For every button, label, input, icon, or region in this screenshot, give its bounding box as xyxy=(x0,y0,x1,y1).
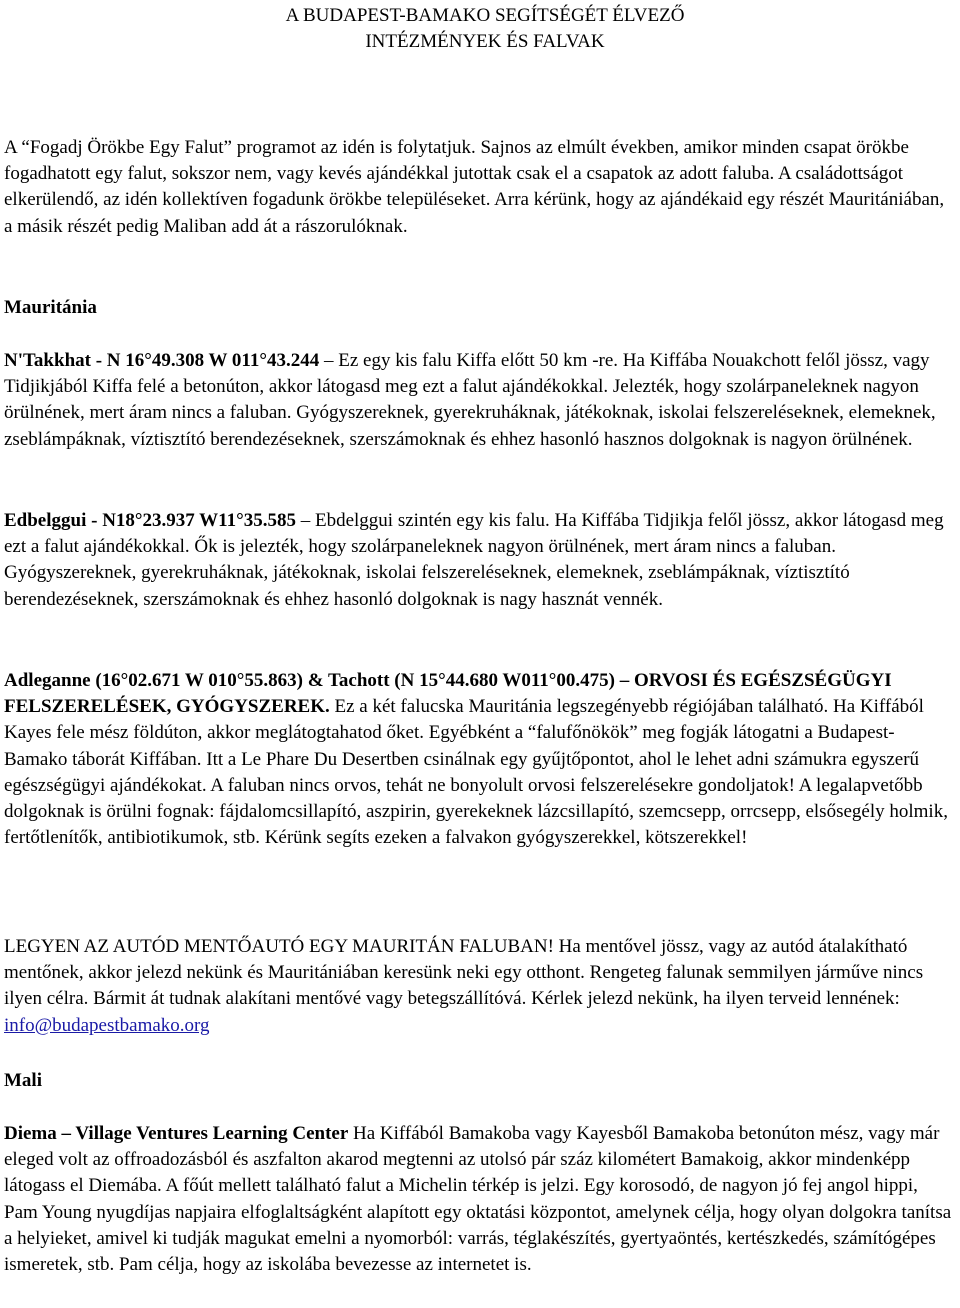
diema-paragraph xyxy=(4,1121,956,1278)
intro-paragraph: A “Fogadj Örökbe Egy Falut” programot az idén is folytatjuk. Sajnos az elmúlt években, amikor minden csapat örökbe fogadhatott egy falut, sokszor nem, vagy kevés ajándékkal jutottak csak el a csapatok az adott faluba. A családottságot elkerülendő, az idén kollektíven fogadunk örökbe településeket. Arra kérünk, hogy az ajándékaid egy részét Mauritániában, a másik részét pedig Maliban add át a rászorulóknak. xyxy=(4,137,945,237)
adleganne-paragraph xyxy=(4,668,956,851)
takkhat-text: – Ez egy kis falu Kiffa előtt 50 km -re. Ha Kiffába Nouakchott felől jössz, vagy Tidjikjából Kiffa felé a betonúton, akkor látogasd meg ezt a falut ajándékokkal. Jelezték, hogy szolárpaneleknek nagyon örülnének, mert áram nincs a faluban. Gyógyszereknek, gyerekruháknak, játékoknak, iskolai felszereléseknek, elemeknek, zseblámpáknak, víztisztító berendezéseknek, szerszámoknak és ehhez hasonló hasznos dolgoknak is nagyon örülnének. xyxy=(4,350,936,450)
title-line-2: INTÉZMÉNYEK ÉS FALVAK xyxy=(365,31,605,52)
takkhat-paragraph xyxy=(4,348,956,453)
section-heading-mali xyxy=(4,1068,956,1094)
adleganne-heading: Adleganne (16°02.671 W 010°55.863) & Tachott (N 15°44.680 W011°00.475) – ORVOSI ÉS EGÉSZSÉGÜGYI FELSZERELÉSEK, GYÓGYSZEREK. xyxy=(4,670,892,718)
diema-text: Ha Kiffából Bamakoba vagy Kayesből Bamakoba betonúton mész, vagy már eleged volt az offroadozásból és aszfalton akarod megtenni az utolsó pár száz kilométert Bamakoig, akkor mindenképp látogass el Diemába. A főút mellett található falut a Michelin térkép is jelzi. Egy korosodó, de nagyon jó fej angol hippi, Pam Young nyugdíjas napjaira elfoglaltságként alapított egy oktatási központot, amelynek célja, hogy olyan dolgokra tanítsa a helyieket, amivel ki tudják magukat emelni a nyomorból: varrás, téglakészítés, gyertyaöntés, kertészkedés, számítógépes ismeretek, stb. Pam célja, hogy az iskolába bevezesse az internetet is. xyxy=(4,1123,952,1276)
adleganne-text: Ez a két falucska Mauritánia legszegényebb régiójában található. Ha Kiffából Kayes fele mész földúton, akkor meglátogtahatod őket. Egyébként a “falufőnökök” meg fogják látogatni a Budapest-Bamako táborát Kiffában. Itt a Le Phare Du Desertben csinálnak egy gyűjtőpontot, ahol le lehet adni számukra egyszerű egészségügyi ajándékokat. A faluban nincs orvos, tehát ne bonyolult orvosi felszerelésekre gondoljatok! A legalapvetőbb dolgoknak is örülni fognak: fájdalomcsillapító, aszpirin, gyerekeknek lázcsillapító, szemcsepp, orrcsepp, elsősegély holmik, fertőtlenítők, antibiotikumok, stb. Kérünk segíts ezeken a falvakon gyógyszerekkel, kötszerekkel! xyxy=(4,696,948,849)
section-heading-mauritania xyxy=(4,295,956,321)
ambulance-text: LEGYEN AZ AUTÓD MENTŐAUTÓ EGY MAURITÁN FALUBAN! Ha mentővel jössz, vagy az autód átalakítható mentőnek, akkor jelezd nekünk és Mauritániában keresünk neki egy otthont. Rengeteg falunak semmilyen járműve nincs ilyen célra. Bármit át tudnak alakítani mentővé vagy betegszállítóvá. Kérlek jelezd nekünk, ha ilyen terveid lennének: xyxy=(4,936,924,1010)
document-title xyxy=(0,3,960,55)
edbelggui-heading: Edbelggui - N18°23.937 W11°35.585 xyxy=(4,510,296,531)
edbelggui-text: – Ebdelggui szintén egy kis falu. Ha Kiffába Tidjikja felől jössz, akkor látogasd meg ezt a falut ajándékokkal. Ők is jelezték, hogy szolárpaneleknek nagyon örülnének, mert áram nincs a faluban. Gyógyszereknek, gyerekruháknak, játékoknak, iskolai felszereléseknek, elemeknek, zseblámpáknak, víztisztító berendezéseknek, szerszámoknak és ehhez hasonló dolgoknak is nagy hasznát vennék. xyxy=(4,510,944,610)
ambulance-paragraph xyxy=(4,934,956,1039)
title-line-1: A BUDAPEST-BAMAKO SEGÍTSÉGÉT ÉLVEZŐ xyxy=(285,5,685,26)
diema-heading: Diema – Village Ventures Learning Center xyxy=(4,1123,349,1144)
edbelggui-paragraph xyxy=(4,508,956,613)
email-link[interactable]: info@budapestbamako.org xyxy=(4,1014,210,1036)
takkhat-heading: N'Takkhat - N 16°49.308 W 011°43.244 xyxy=(4,350,320,371)
mauritania-heading: Mauritánia xyxy=(4,297,97,318)
mali-heading: Mali xyxy=(4,1070,42,1091)
